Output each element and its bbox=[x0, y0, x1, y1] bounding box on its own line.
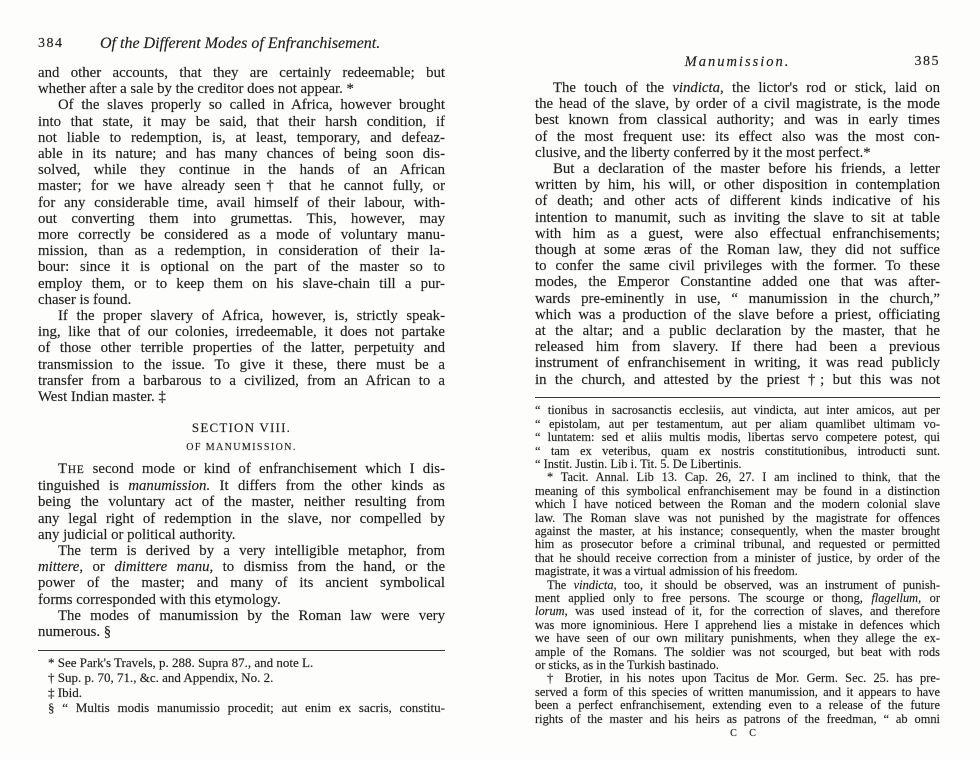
text-line bbox=[38, 292, 445, 308]
text-line bbox=[535, 274, 940, 290]
text-run: and other accounts, that they are certainly redeemable; but bbox=[38, 65, 445, 81]
text-line bbox=[38, 114, 445, 130]
text-run: “ tionibus in sacrosanctis ecclesiis, aut vindicta, aut inter amicos, aut per bbox=[535, 403, 940, 418]
footnote bbox=[535, 404, 940, 471]
text-line bbox=[38, 276, 445, 292]
text-line bbox=[38, 65, 445, 81]
text-run: him as prosecutor before a criminal tribunal, and requested or permitted bbox=[535, 537, 940, 552]
text-run: It differs from the other kinds as bbox=[210, 478, 446, 495]
text-run: , or bbox=[79, 559, 115, 576]
footnote bbox=[38, 655, 445, 670]
text-run: † Sup. p. 70, 71., &c. and Appendix, No. 2. bbox=[48, 669, 274, 685]
text-line bbox=[38, 81, 445, 97]
text-run: forms corresponded with this etymology. bbox=[38, 591, 281, 608]
text-line bbox=[535, 605, 940, 618]
text-line bbox=[535, 525, 940, 538]
text-run: the head of the slave, by order of a civil magistrate, is the mode bbox=[535, 96, 940, 113]
text-line bbox=[38, 655, 445, 670]
text-line bbox=[38, 527, 445, 543]
text-run: which was a production of the slave before a priest, officiating bbox=[535, 306, 940, 323]
text-line bbox=[535, 210, 940, 226]
footnote-rule bbox=[535, 397, 940, 398]
italic-text: flagellum bbox=[871, 590, 919, 605]
left-page bbox=[38, 0, 445, 759]
text-run: into that state, it may be said, that their harsh condition, if bbox=[38, 113, 445, 130]
paragraph bbox=[38, 543, 445, 608]
text-run: ample of the Romans. The soldier was not scourged, but beat with rods bbox=[535, 644, 940, 659]
text-run: ment applied only to free persons. The scourge or thong, bbox=[535, 590, 872, 605]
text-run: master; for we have already seen† that he cannot fully, or bbox=[38, 178, 445, 195]
text-run: chaser is found. bbox=[38, 291, 132, 308]
text-line bbox=[535, 242, 940, 258]
text-run: “ Instit. Justin. Lib i. Tit. 5. De Libertinis. bbox=[535, 456, 742, 471]
text-line bbox=[38, 543, 445, 559]
text-line bbox=[38, 340, 445, 356]
text-run: any legal right of redemption in the slave, nor compelled by bbox=[38, 510, 445, 527]
text-run: which I have noticed between the Roman and the modern colonial slave bbox=[535, 497, 940, 512]
footnote bbox=[535, 672, 940, 726]
text-line bbox=[535, 404, 940, 417]
text-line bbox=[535, 686, 940, 699]
text-run: written by him, his will, or other disposition in contemplation bbox=[535, 177, 940, 194]
text-run: employ them, or to keep them on his slave-chain till a pur- bbox=[38, 275, 445, 292]
text-line bbox=[38, 608, 445, 624]
running-head: Manumission. bbox=[684, 54, 791, 70]
text-line bbox=[535, 145, 940, 161]
body-text bbox=[38, 65, 445, 405]
paragraph bbox=[38, 608, 445, 640]
text-line bbox=[535, 258, 940, 274]
text-line bbox=[535, 323, 940, 339]
text-run: with him as a guest, were also effectual enfranchisements; bbox=[535, 225, 940, 242]
text-line bbox=[535, 161, 940, 177]
text-run: of those other terrible properties of the latter, perpetuity and bbox=[38, 340, 445, 357]
text-run: “ tam ex veteribus, quam ex nostris constitutionibus, introducti sunt. bbox=[535, 443, 940, 458]
text-run: or sticks, as in the Turkish bastinado. bbox=[535, 658, 719, 673]
text-line bbox=[38, 130, 445, 146]
text-run: transmission to the issue. To give it these, there must be a bbox=[38, 356, 445, 373]
text-run: † Brotier, in his notes upon Tacitus de Mor. Germ. Sec. 25. has pre- bbox=[547, 671, 940, 686]
text-line bbox=[535, 112, 940, 128]
text-run: able in its nature; and has many chances of being soon dis- bbox=[38, 146, 445, 163]
text-run: ing, like that of our colonies, irredeemable, it does not partake bbox=[38, 324, 445, 341]
text-run: of the most frequent use: its effect also was the most con- bbox=[535, 128, 940, 145]
text-line bbox=[535, 713, 940, 726]
text-line bbox=[38, 685, 445, 700]
text-line bbox=[38, 575, 445, 591]
italic-text: vindicta bbox=[573, 577, 614, 592]
text-line bbox=[38, 624, 445, 640]
text-line bbox=[38, 243, 445, 259]
text-line bbox=[535, 418, 940, 431]
text-line bbox=[535, 552, 940, 565]
text-run: mission, than as a redemption, in consideration of their la- bbox=[38, 243, 445, 260]
signature-mark: C C bbox=[730, 728, 761, 739]
text-run: § “ Multis modis manumissio procedit; aut enim ex sacris, constitu- bbox=[48, 699, 445, 715]
text-run: against the master, at his instance; consequently, when the master brought bbox=[535, 523, 940, 538]
footnotes bbox=[535, 404, 940, 726]
text-run: out converting them into grumettas. This, however, may bbox=[38, 210, 445, 227]
text-line bbox=[38, 97, 445, 113]
text-run: “ luntatem: sed et aliis multis modis, libertas servo competere potest, qui bbox=[535, 430, 940, 445]
footnotes bbox=[38, 655, 445, 715]
footnote bbox=[535, 579, 940, 673]
text-line bbox=[38, 461, 445, 478]
footnote bbox=[38, 670, 445, 685]
text-run: , or bbox=[918, 590, 940, 605]
running-head: Of the Different Modes of Enfranchisement. bbox=[100, 35, 381, 52]
text-run: law. The Roman slave was not punished by the magistrate for offences bbox=[535, 510, 940, 525]
text-line bbox=[535, 471, 940, 484]
text-line bbox=[38, 308, 445, 324]
text-run: at the altar; and a public declaration by the master, that he bbox=[535, 323, 940, 340]
text-line bbox=[535, 96, 940, 112]
footnote bbox=[38, 700, 445, 715]
body-text bbox=[38, 461, 445, 640]
text-line bbox=[535, 619, 940, 632]
text-run: “ epistolam, aut per testamentum, aut per aliam quamlibet ultimam vo- bbox=[535, 416, 940, 431]
italic-text: manumission. bbox=[128, 478, 211, 495]
text-run: we have seen of our own military punishments, when they allege the ex- bbox=[535, 631, 940, 646]
paragraph bbox=[535, 161, 940, 388]
text-run: wards pre-eminently in use, “ manumission in the church,” bbox=[535, 290, 940, 307]
text-line bbox=[535, 445, 940, 458]
text-line bbox=[535, 80, 940, 96]
text-run: ‡ Ibid. bbox=[48, 684, 82, 700]
text-run: any judicial or political authority. bbox=[38, 526, 236, 543]
text-run: best known from classical authority; and was in early times bbox=[535, 112, 940, 129]
text-line bbox=[38, 259, 445, 275]
text-run: meaning of this symbolical enfranchisement may be found in a distinction bbox=[535, 483, 940, 498]
text-run: second mode or kind of enfranchisement which I dis- bbox=[84, 461, 445, 477]
page-number: 385 bbox=[914, 54, 940, 69]
text-line bbox=[38, 324, 445, 340]
text-run: was more ignominious. Here I apprehend lies a mistake in defences which bbox=[535, 617, 940, 632]
italic-text: dimittere manu bbox=[114, 559, 210, 576]
text-run: * See Park's Travels, p. 288. Supra 87., and note L. bbox=[48, 654, 314, 670]
text-run: though at some æras of the Roman law, they did not suffice bbox=[535, 242, 940, 259]
text-run: , the lictor's rod or stick, laid on bbox=[720, 80, 940, 96]
text-line bbox=[535, 512, 940, 525]
text-line bbox=[38, 592, 445, 608]
text-run: to confer the same civil privileges with the former. To these bbox=[535, 258, 940, 275]
text-run: that he should receive correction from a minister of justice, by order of the bbox=[535, 550, 940, 565]
text-line bbox=[38, 494, 445, 510]
text-run: of death; and other acts of different kinds indicative of his bbox=[535, 193, 940, 210]
text-run: * Tacit. Annal. Lib 13. Cap. 26, 27. I am inclined to think, that the bbox=[547, 470, 940, 485]
text-line bbox=[535, 538, 940, 551]
text-run: The term is derived by a very intelligible metaphor, from bbox=[58, 543, 445, 560]
text-line bbox=[38, 146, 445, 162]
text-line bbox=[535, 485, 940, 498]
text-run: rights of the master and his heirs as patrons of the freedman, “ ab omni bbox=[535, 711, 940, 726]
text-run: But a declaration of the master before his friends, a letter bbox=[553, 161, 940, 178]
text-run: modes, the Emperor Constantine added one that was after- bbox=[535, 274, 940, 291]
paragraph bbox=[38, 308, 445, 405]
text-line bbox=[535, 431, 940, 444]
text-line bbox=[535, 646, 940, 659]
text-run: The touch of the bbox=[553, 80, 673, 96]
text-run: , too, it should be observed, was an instrument of punish- bbox=[613, 577, 940, 592]
text-run: bour: since it is optional on the part of the master so to bbox=[38, 259, 445, 276]
text-line bbox=[535, 632, 940, 645]
text-run: The bbox=[547, 577, 574, 592]
text-line bbox=[38, 357, 445, 373]
italic-text: lorum bbox=[535, 604, 565, 619]
text-line bbox=[535, 226, 940, 242]
text-run: transfer from a barbarous to a civilized, from an African to a bbox=[38, 372, 445, 389]
text-run: tinguished is bbox=[38, 478, 129, 495]
paragraph bbox=[38, 65, 445, 97]
text-run: released him from slavery. If there had been a previous bbox=[535, 339, 940, 356]
text-line bbox=[535, 177, 940, 193]
text-line bbox=[535, 592, 940, 605]
text-run: instrument of enfranchisement in writing, it was read publicly bbox=[535, 355, 940, 372]
text-run: numerous. § bbox=[38, 624, 112, 641]
text-run: served a form of this species of written manumission, and it appears to have bbox=[535, 684, 940, 699]
text-run: intention to manumit, such as inviting the slave to sit at table bbox=[535, 209, 940, 226]
text-run: The modes of manumission by the Roman law were very bbox=[58, 607, 445, 624]
footnote bbox=[535, 471, 940, 578]
text-run: whether after a sale by the creditor does not appear. * bbox=[38, 81, 354, 98]
page-number: 384 bbox=[38, 36, 64, 51]
text-run: being the voluntary act of the master, neither resulting from bbox=[38, 494, 445, 511]
text-line bbox=[535, 565, 940, 578]
text-line bbox=[535, 307, 940, 323]
text-run: clusive, and the liberty conferred by it the most perfect.* bbox=[535, 144, 871, 161]
text-line bbox=[535, 699, 940, 712]
text-run: magistrate, it was a virtual admission of his freedom. bbox=[535, 564, 798, 579]
right-page bbox=[535, 0, 940, 759]
text-run: Of the slaves properly so called in Africa, however brought bbox=[58, 97, 445, 114]
text-line bbox=[535, 372, 940, 388]
paragraph bbox=[38, 461, 445, 543]
italic-text: vindicta bbox=[672, 80, 721, 96]
text-line bbox=[38, 670, 445, 685]
text-run: solved, while they continue in the hands of an African bbox=[38, 162, 445, 179]
text-run: more correctly be considered as a mode of voluntary manu- bbox=[38, 227, 445, 244]
footnote-rule bbox=[38, 650, 445, 651]
text-line bbox=[535, 193, 940, 209]
text-line bbox=[535, 129, 940, 145]
text-line bbox=[38, 227, 445, 243]
text-run: in the church, and attested by the priest †; but this was not bbox=[535, 371, 940, 388]
text-line bbox=[535, 672, 940, 685]
text-run: , to dismiss from the hand, or the bbox=[209, 559, 446, 576]
text-line bbox=[38, 700, 445, 715]
text-run: power of the master; and many of its ancient symbolical bbox=[38, 575, 445, 592]
text-run: If the proper slavery of Africa, however, is, strictly speak- bbox=[58, 308, 445, 325]
section-heading: SECTION VIII. bbox=[191, 420, 292, 435]
text-line bbox=[38, 389, 445, 405]
text-run: West Indian master. ‡ bbox=[38, 389, 166, 406]
text-run: not liable to redemption, is, at least, temporary, and defeaz- bbox=[38, 129, 445, 146]
text-line bbox=[38, 478, 445, 494]
italic-text: mittere bbox=[38, 559, 80, 576]
paragraph bbox=[38, 97, 445, 308]
text-line bbox=[38, 211, 445, 227]
body-text bbox=[535, 80, 940, 388]
paragraph bbox=[535, 80, 940, 161]
text-line bbox=[535, 659, 940, 672]
text-line bbox=[535, 339, 940, 355]
text-run: been a perfect enfranchisement, extending even to a release of the future bbox=[535, 698, 940, 713]
text-line bbox=[38, 373, 445, 389]
text-line bbox=[535, 458, 940, 471]
section-subheading: OF MANUMISSION. bbox=[186, 442, 297, 453]
text-line bbox=[535, 355, 940, 371]
text-line bbox=[535, 579, 940, 592]
text-line bbox=[38, 195, 445, 211]
text-run: for any considerable time, avail himself of their labour, with- bbox=[38, 194, 445, 211]
text-line bbox=[535, 291, 940, 307]
text-line bbox=[38, 162, 445, 178]
text-line bbox=[38, 559, 445, 575]
text-line bbox=[38, 178, 445, 194]
footnote bbox=[38, 685, 445, 700]
text-line bbox=[38, 511, 445, 527]
small-caps-text: THE bbox=[58, 461, 85, 477]
text-line bbox=[535, 498, 940, 511]
text-run: , was used instead of it, for the correction of slaves, and therefore bbox=[564, 604, 940, 619]
